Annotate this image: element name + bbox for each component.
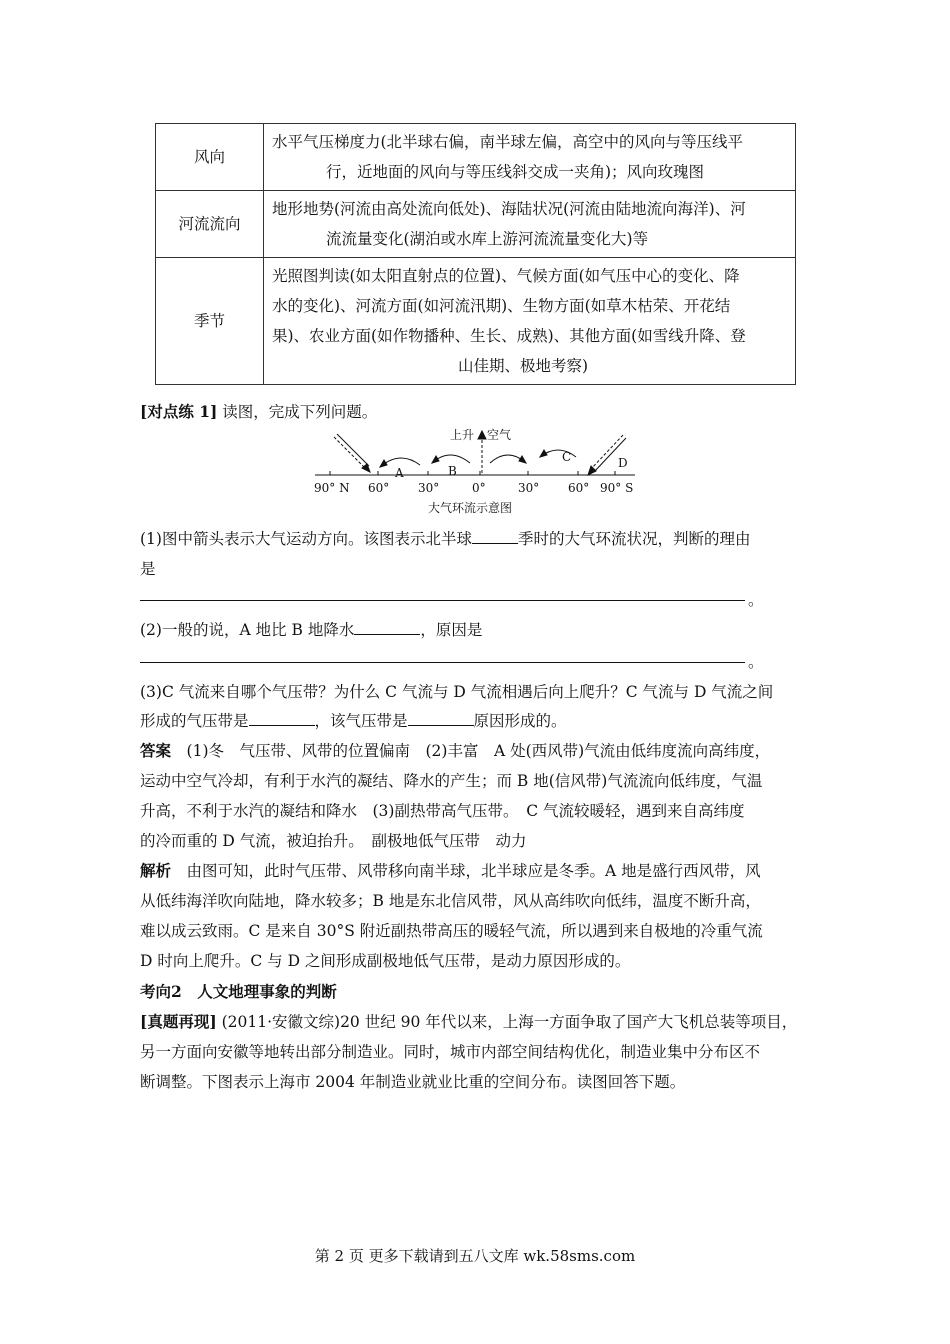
analysis-line-text: D 时向上爬升。C 与 D 之间形成副极地低气压带，是动力原因形成的。 [140,952,631,970]
label-A: A [395,466,404,480]
tick-label: 90° S [600,481,634,495]
row-text-line: 行，近地面的风向与等压线斜交成一夹角)；风向玫瑰图 [326,163,705,181]
tick-label: 30° [518,481,540,495]
label-D: D [618,456,628,470]
answer-blank[interactable] [354,620,420,635]
row-content [264,191,796,258]
row-text-line: 水平气压梯度力(北半球右偏，南半球左偏，高空中的风向与等压线平 [272,133,744,151]
real-exam-block [140,1010,820,1032]
section-heading: 考向2 人文地理事象的判断 [140,982,337,1001]
label-air: 空气 [487,428,512,442]
row-content [264,258,796,385]
answer-label: 答案 [140,741,172,760]
question-3: (3)C 气流来自哪个气压带？为什么 C 气流与 D 气流相遇后向上爬升？C 气流与 D 气流之间 [140,683,774,701]
row-text-line: 流流量变化(湖泊或水库上游河流流量变化大)等 [326,230,649,248]
label-B: B [448,464,457,478]
row-text-line: 地形地势(河流由高处流向低处)、海陆状况(河流由陆地流向海洋)、河 [272,200,746,218]
row-text-line: 山佳期、极地考察) [458,357,589,375]
analysis-label: 解析 [140,861,172,880]
answer-line-text: 升高，不利于水汽的凝结和降水 (3)副热带高气压带。 C 气流较暖轻，遇到来自高纬度 [140,802,745,820]
tick-label: 90° N [314,481,350,495]
answer-blank[interactable] [408,711,474,726]
table-row [156,124,796,191]
answer-line-text: (1)冬 气压带、风带的位置偏南 (2)丰富 A 处(西风带)气流由低纬度流向高纬度， [186,742,771,760]
label-rise: 上升 [450,428,475,442]
answer-line-text: 的冷而重的 D 气流，被迫抬升。 副极地低气压带 动力 [140,832,527,850]
q3-text: 形成的气压带是 [140,712,249,730]
answer-line-text: 运动中空气冷却，有利于水汽的凝结、降水的产生；而 B 地(信风带)气流流向低纬度，气温 [140,772,763,790]
answer-line[interactable] [140,662,745,663]
real-exam-line: (2011·安徽文综)20 世纪 90 年代以来，上海一方面争取了国产大飞机总装等项目， [216,1013,798,1031]
row-text-line: 果)、农业方面(如作物播种、生长、成熟)、其他方面(如雪线升降、登 [272,327,746,345]
analysis-block [140,859,820,881]
question-3-cont [140,709,820,731]
analysis-line-text: 从低纬海洋吹向陆地，降水较多；B 地是东北信风带，风从高纬吹向低纬，温度不断升高， [140,892,761,910]
end-mark: 。 [748,591,764,609]
end-mark: 。 [748,653,764,671]
q1-text: 季时的大气环流状况，判断的理由 [517,530,751,548]
question-1-cont: 是 [140,560,156,578]
page-footer: 第 2 页 更多下载请到五八文库 wk.58sms.com [314,1247,636,1265]
answer-block [140,739,820,761]
q2-text: ，原因是 [420,621,483,639]
row-content [264,124,796,191]
q3-text: ，该气压带是 [314,712,408,730]
question-1 [140,527,820,549]
q1-text: (1)图中箭头表示大气运动方向。该图表示北半球 [140,530,472,548]
row-label: 季节 [156,258,264,385]
analysis-line-text: 由图可知，此时气压带、风带移向南半球，北半球应是冬季。A 地是盛行西风带，风 [186,862,761,880]
label-C: C [562,450,572,464]
exercise-tag: [对点练 1] [140,402,218,421]
circulation-arcs [380,450,576,467]
q2-text: (2)一般的说，A 地比 B 地降水 [140,621,355,639]
row-text-line: 水的变化)、河流方面(如河流汛期)、生物方面(如草木枯荣、开花结 [272,297,731,315]
diagram-caption: 大气环流示意图 [428,501,513,515]
exercise-intro-text: 读图，完成下列问题。 [217,403,378,421]
circulation-diagram [310,425,650,520]
row-label: 河流流向 [156,191,264,258]
table-row [156,258,796,385]
factor-table [155,123,796,385]
real-exam-line: 另一方面向安徽等地转出部分制造业。同时，城市内部空间结构优化，制造业集中分布区不 [140,1043,761,1061]
table-row [156,191,796,258]
axis-ticks [330,471,615,475]
answer-blank[interactable] [472,529,518,544]
exercise-intro [140,400,820,422]
row-label: 风向 [156,124,264,191]
answer-blank[interactable] [249,711,315,726]
dashed-arrows [334,431,626,475]
tick-label: 0° [472,481,486,495]
tick-label: 30° [418,481,440,495]
question-2 [140,618,820,640]
real-exam-line: 断调整。下图表示上海市 2004 年制造业就业比重的空间分布。读图回答下题。 [140,1073,686,1091]
answer-line[interactable] [140,600,745,601]
row-text-line: 光照图判读(如太阳直射点的位置)、气候方面(如气压中心的变化、降 [272,267,740,285]
analysis-line-text: 难以成云致雨。C 是来自 30°S 附近副热带高压的暖轻气流，所以遇到来自极地的冷重气流 [140,922,763,940]
q3-text: 原因形成的。 [473,712,567,730]
real-exam-tag: [真题再现] [140,1012,217,1031]
tick-label: 60° [568,481,590,495]
tick-label: 60° [368,481,390,495]
